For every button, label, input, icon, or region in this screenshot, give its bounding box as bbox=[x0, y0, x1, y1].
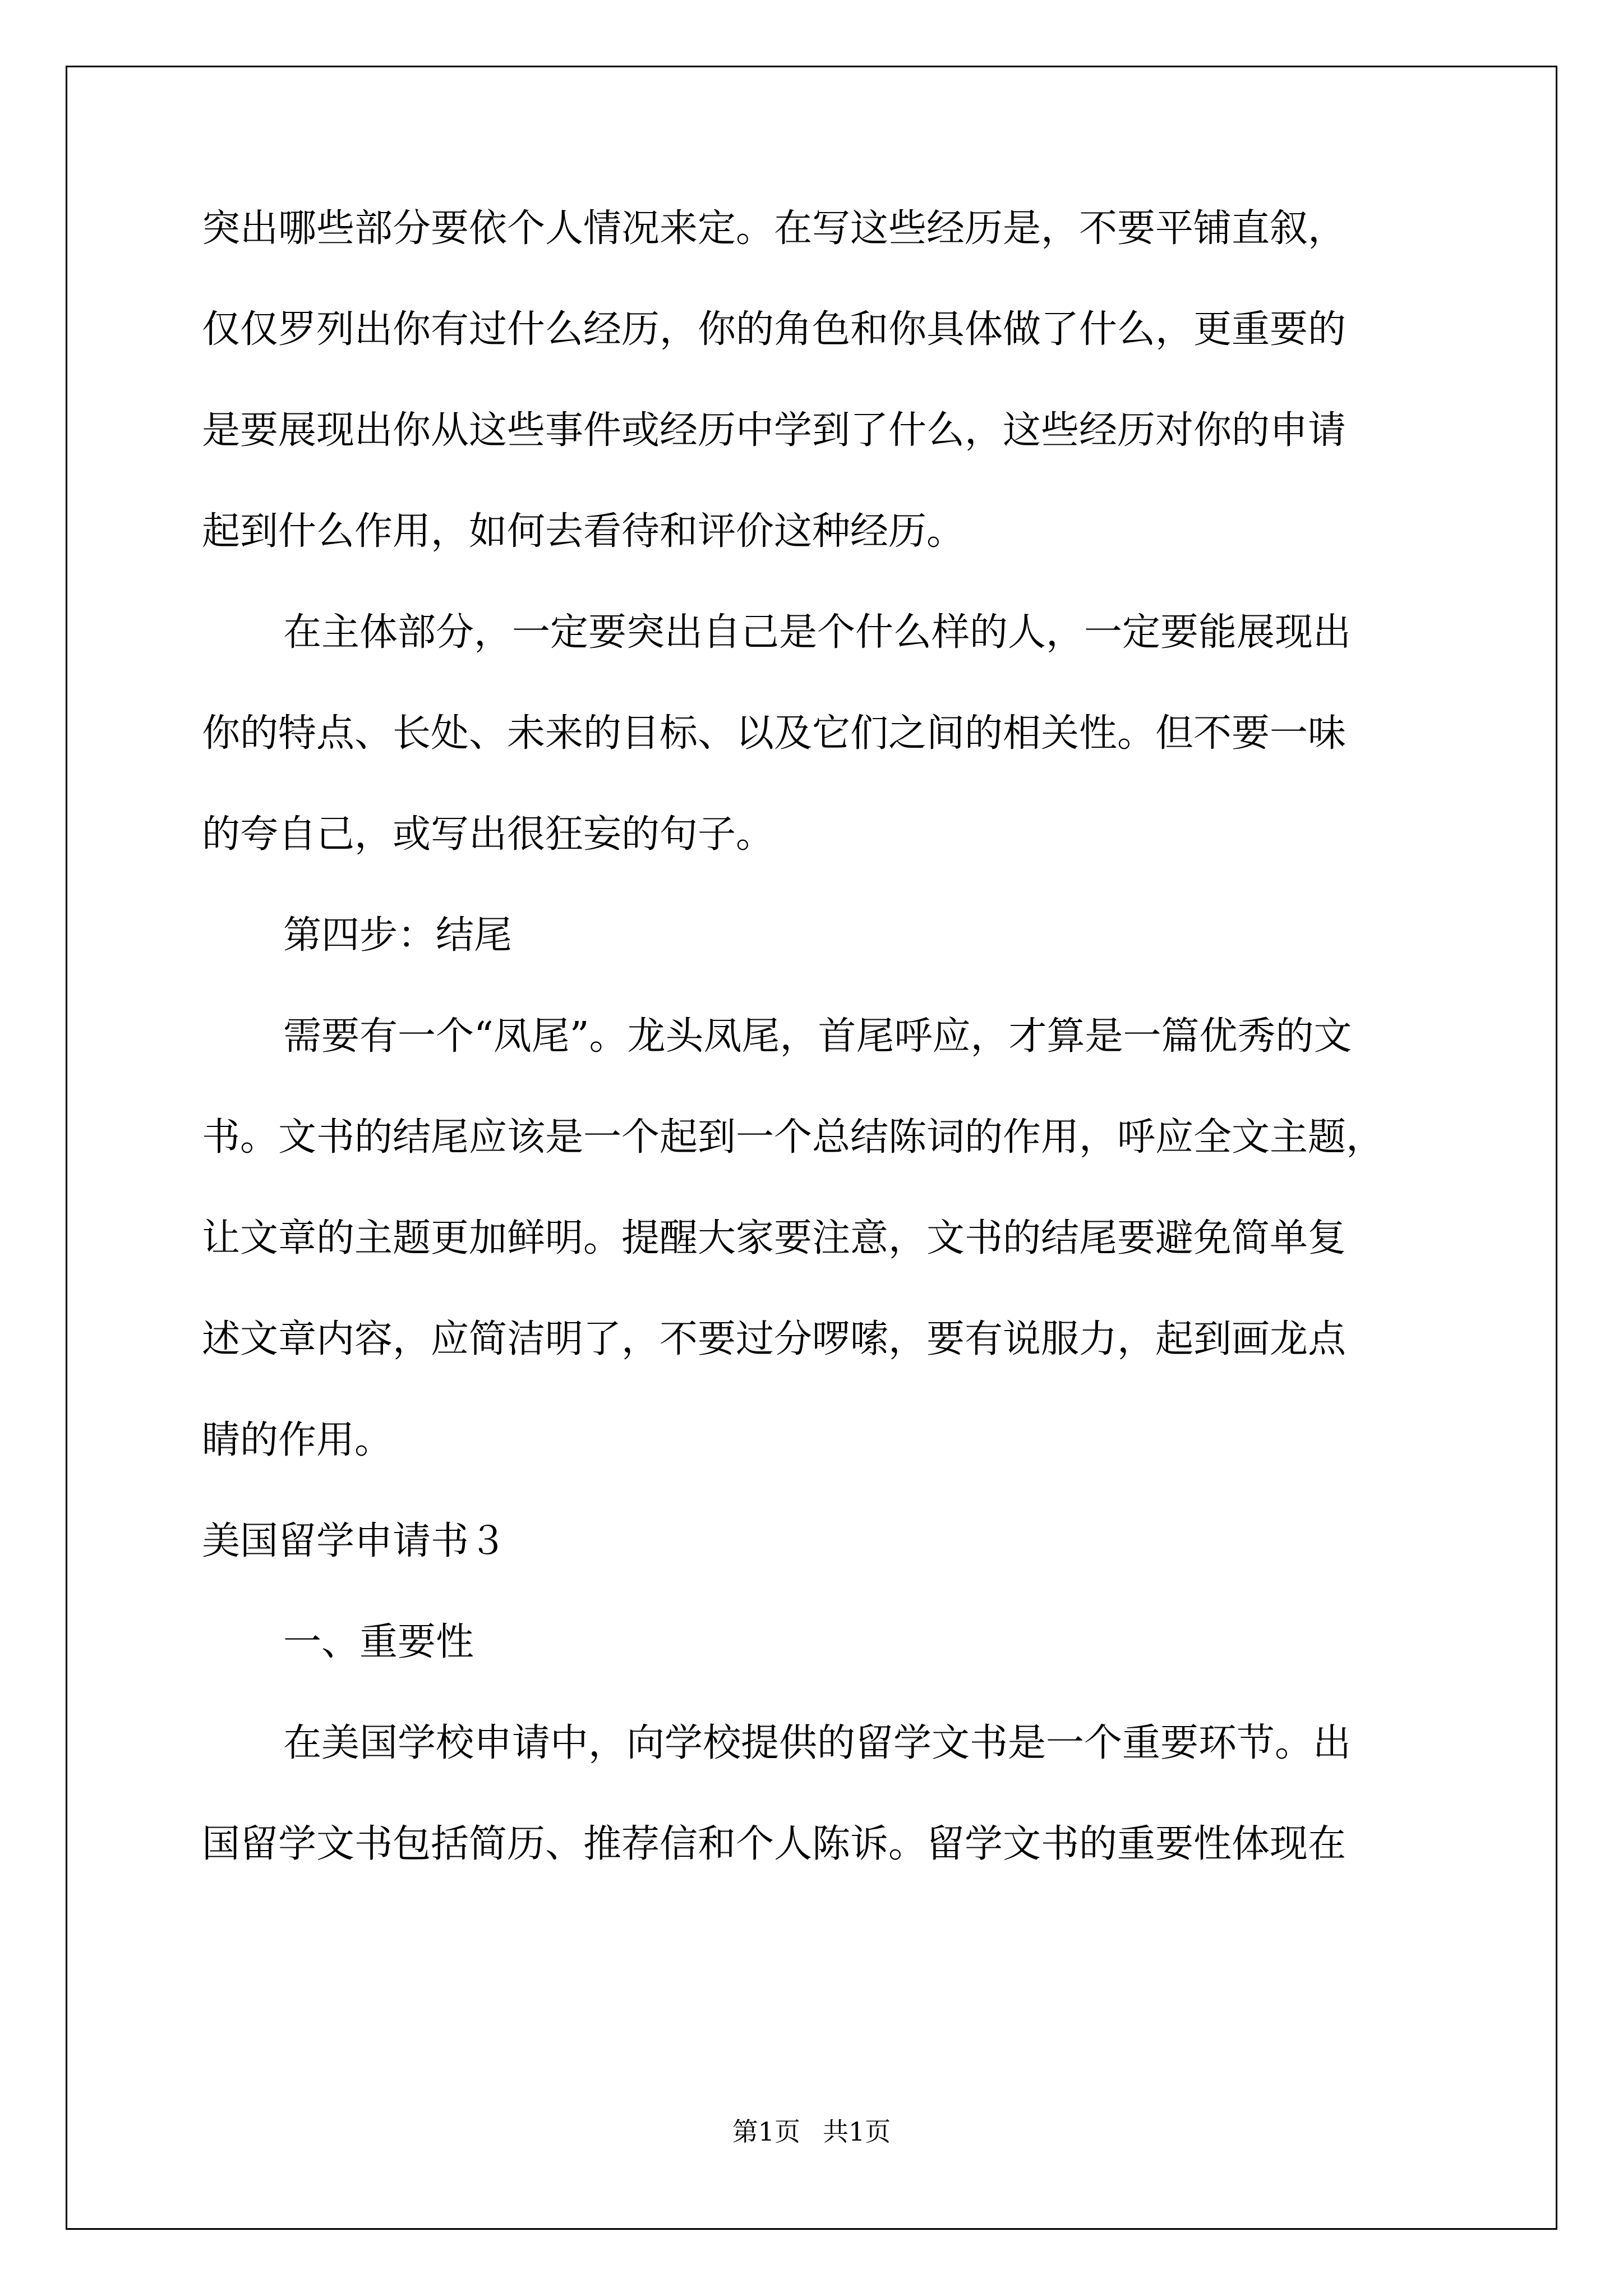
page-number: 第1页 bbox=[732, 2116, 800, 2147]
text-line: 书。文书的结尾应该是一个起到一个总结陈词的作用，呼应全文主题， bbox=[202, 1115, 1385, 1159]
text-line: 是要展现出你从这些事件或经历中学到了什么，这些经历对你的申请 bbox=[202, 408, 1347, 453]
page-footer bbox=[0, 2115, 1623, 2148]
text-line: 国留学文书包括简历、推荐信和个人陈诉。留学文书的重要性体现在 bbox=[202, 1822, 1347, 1866]
text-line: 述文章内容，应简洁明了，不要过分啰嗦，要有说服力，起到画龙点 bbox=[202, 1317, 1347, 1361]
text-line: 让文章的主题更加鲜明。提醒大家要注意，文书的结尾要避免简单复 bbox=[202, 1216, 1347, 1260]
text-line: 睛的作用。 bbox=[202, 1418, 393, 1462]
section-heading-step-four: 第四步：结尾 bbox=[283, 913, 513, 958]
text-line: 仅仅罗列出你有过什么经历，你的角色和你具体做了什么，更重要的 bbox=[202, 307, 1347, 352]
paragraph-start-line: 在美国学校申请中，向学校提供的留学文书是一个重要环节。出 bbox=[283, 1721, 1352, 1765]
text-line: 的夸自己，或写出很狂妄的句子。 bbox=[202, 812, 774, 857]
document-title: 美国留学申请书３ bbox=[202, 1519, 508, 1563]
paragraph-start-line: 在主体部分，一定要突出自己是个什么样的人，一定要能展现出 bbox=[283, 610, 1352, 655]
text-line: 突出哪些部分要依个人情况来定。在写这些经历是，不要平铺直叙， bbox=[202, 206, 1347, 251]
section-heading-importance: 一、重要性 bbox=[283, 1620, 474, 1664]
page-total: 共1页 bbox=[823, 2116, 891, 2147]
text-line: 你的特点、长处、未来的目标、以及它们之间的相关性。但不要一味 bbox=[202, 711, 1347, 756]
text-line: 起到什么作用，如何去看待和评价这种经历。 bbox=[202, 509, 965, 554]
paragraph-start-line: 需要有一个“凤尾”。龙头凤尾，首尾呼应，才算是一篇优秀的文 bbox=[283, 1014, 1352, 1059]
